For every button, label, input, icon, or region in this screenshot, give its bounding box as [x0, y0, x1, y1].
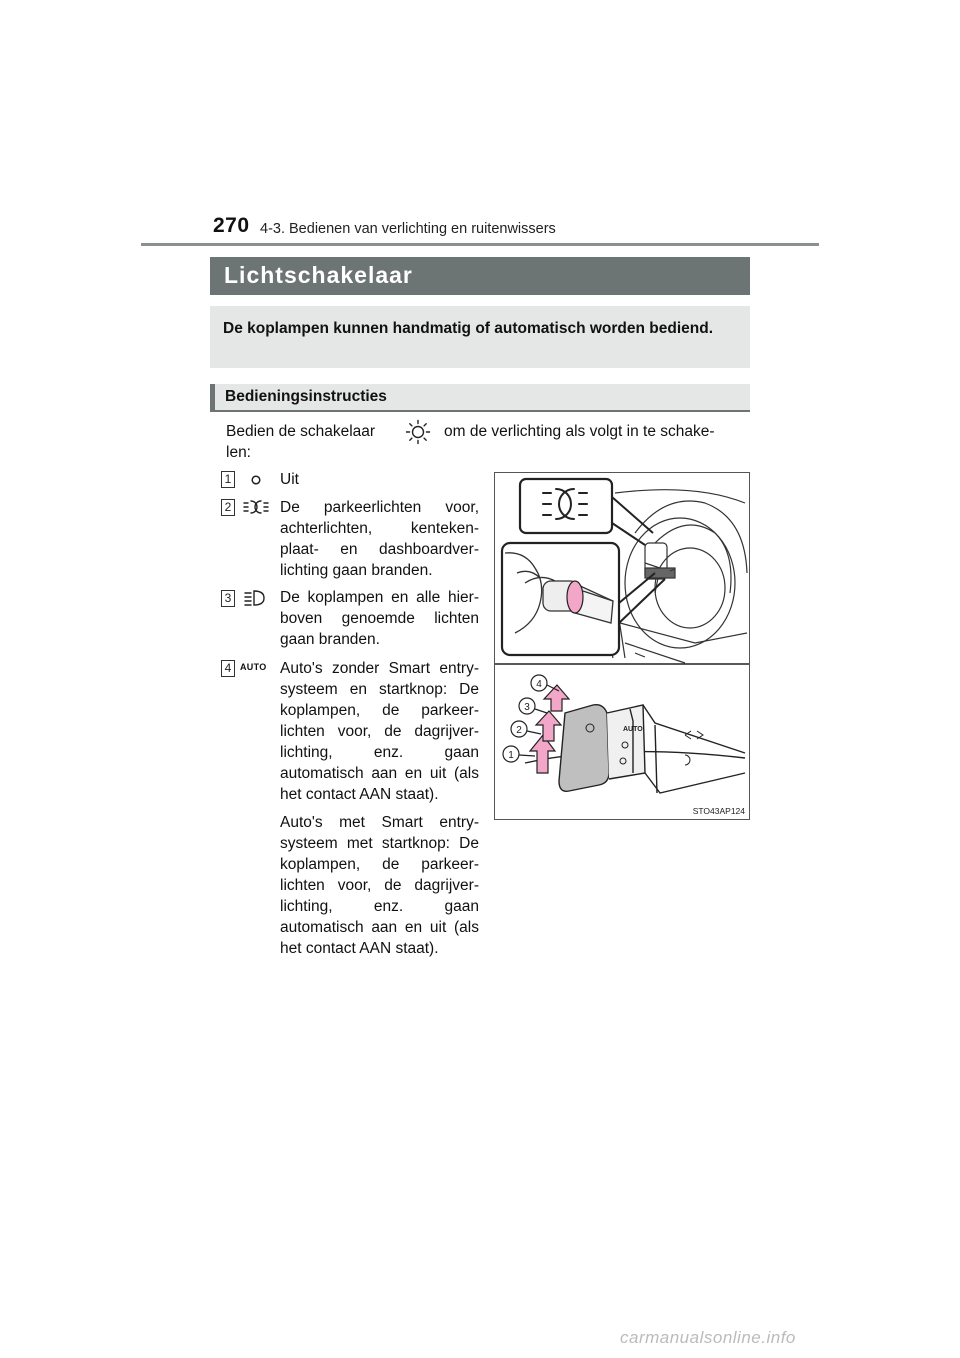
item-text-3 [280, 587, 479, 657]
subsection-title: Bedieningsinstructies [210, 384, 750, 412]
instruction-text-1: Bedien de schakelaar [226, 423, 376, 440]
item-text-4 [280, 658, 479, 966]
figure-drawing [495, 473, 749, 819]
zoom-callout [520, 479, 612, 533]
callout-3: 3 [524, 702, 530, 713]
auto-icon: AUTO [240, 662, 267, 672]
item-marker-4: 4 [221, 660, 235, 677]
item-paragraph: De koplampen en alle hier-boven genoemde lichten gaan branden. [280, 589, 479, 648]
item-marker-3: 3 [221, 590, 235, 607]
parking-lights-icon [242, 498, 270, 516]
item-marker-2: 2 [221, 499, 235, 516]
chapter-title: 4-3. Bedienen van verlichting en ruitenwissers [260, 221, 556, 237]
item-paragraph: De parkeerlichten voor, achterlichten, kenteken-plaat- en dashboardver-lichting gaan branden. [280, 499, 479, 579]
off-circle-icon [242, 471, 268, 489]
figure-code: STO43AP124 [692, 806, 745, 816]
item-paragraph: Auto's zonder Smart entry-systeem en startknop: De koplampen, de parkeer-lichten voor, de dagrijver-lichting, enz. gaan automatisch aan en uit (als het contact AAN staat). [280, 660, 479, 803]
item-marker-1: 1 [221, 471, 235, 488]
page-number: 270 [213, 214, 250, 237]
figure-auto-label: AUTO [623, 726, 643, 733]
item-paragraph: Uit [280, 471, 299, 488]
intro-box: De koplampen kunnen handmatig of automatisch worden bediend. [210, 306, 750, 368]
watermark: carmanualsonline.info [620, 1328, 796, 1347]
section-title: Lichtschakelaar [210, 257, 750, 295]
item-text-2 [280, 497, 479, 588]
headlamp-icon [242, 589, 268, 607]
callout-2: 2 [516, 725, 522, 736]
instruction-text-3: len: [226, 444, 251, 461]
light-switch-illustration [494, 472, 750, 820]
headlight-sun-icon [405, 419, 431, 445]
callout-4: 4 [536, 679, 542, 690]
callout-1: 1 [508, 750, 514, 761]
header-rule [141, 243, 819, 246]
item-paragraph: Auto's met Smart entry-systeem met startknop: De koplampen, de parkeer-lichten voor, de dagrijver-lichting, enz. gaan automatisch aan en uit (als het contact AAN staat). [280, 814, 479, 957]
instruction-text-2: om de verlichting als volgt in te schake- [444, 423, 715, 440]
item-text-1 [280, 469, 479, 497]
